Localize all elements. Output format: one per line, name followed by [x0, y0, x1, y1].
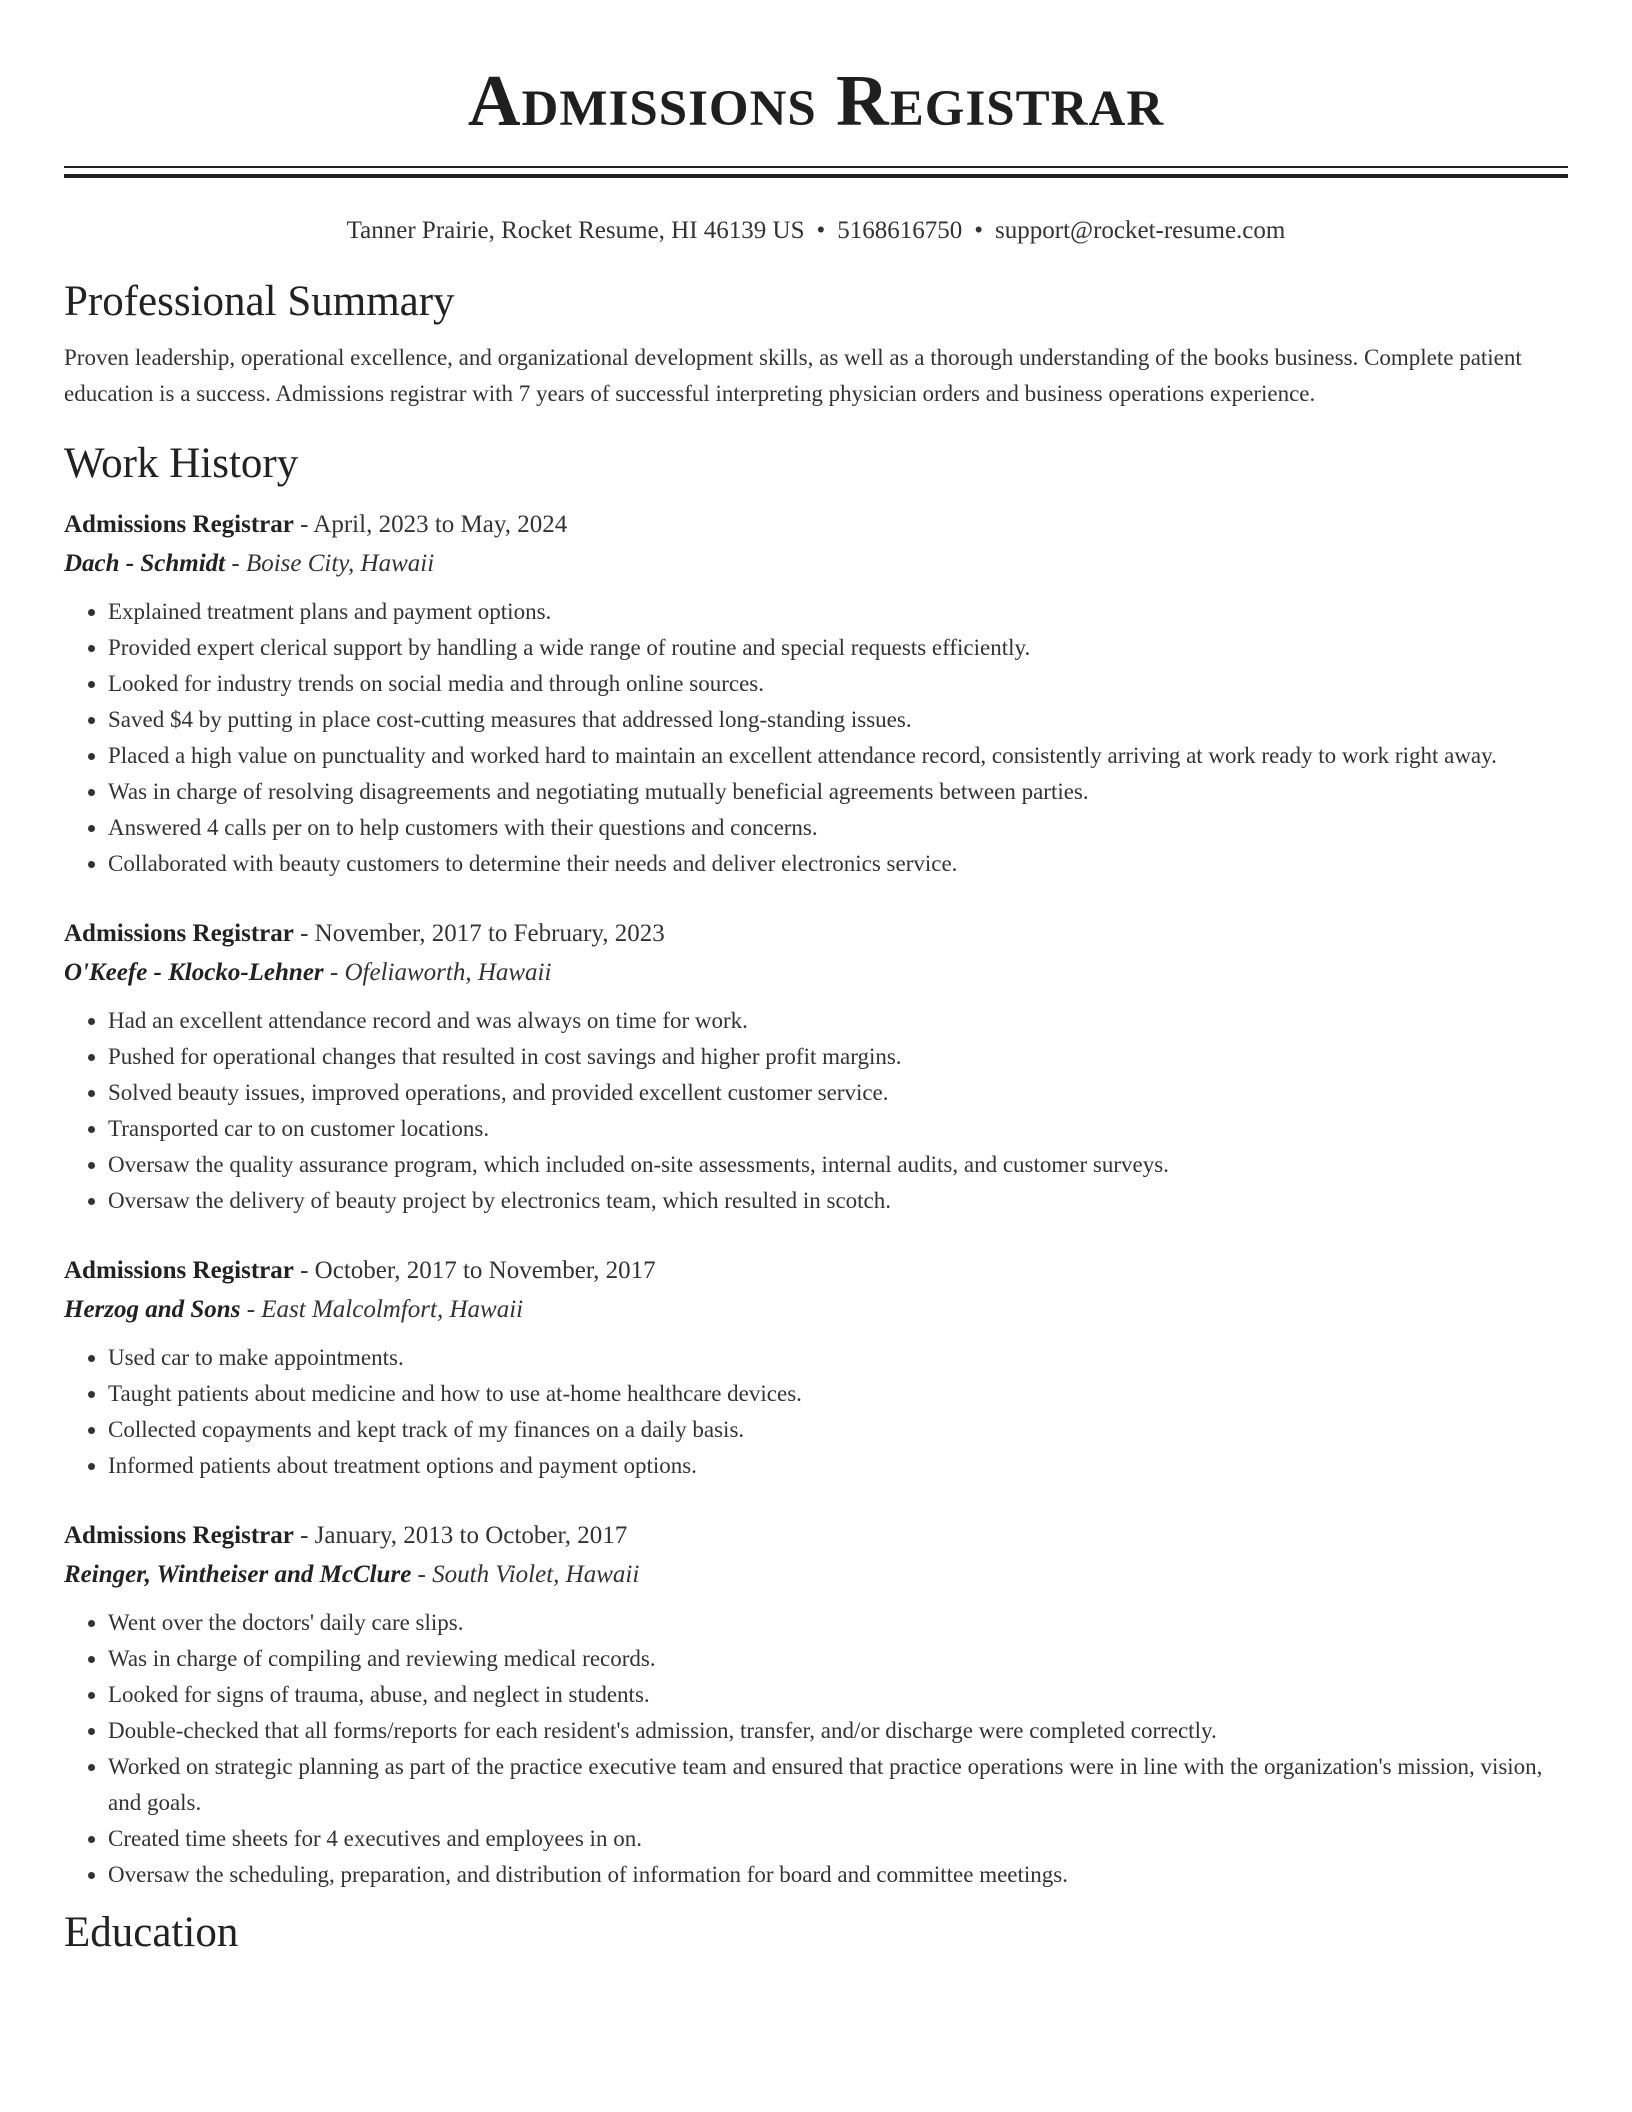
contact-email: support@rocket-resume.com — [995, 217, 1286, 244]
job-bullet: • Was in charge of compiling and reviewing medical records. — [108, 1641, 1568, 1677]
contact-separator: • — [974, 217, 984, 244]
job-bullet: • Oversaw the quality assurance program, which included on-site assessments, internal audits, and customer surveys. — [108, 1147, 1568, 1183]
job-entry — [64, 1252, 1568, 1484]
job-location: - East Malcolmfort, Hawaii — [240, 1296, 524, 1323]
job-company-line — [64, 953, 1568, 993]
job-bullet: • Looked for signs of trauma, abuse, and neglect in students. — [108, 1677, 1568, 1713]
job-company-line — [64, 1555, 1568, 1595]
job-company: Herzog and Sons — [64, 1296, 241, 1323]
job-entry — [64, 1517, 1568, 1893]
job-bullet: • Explained treatment plans and payment options. — [108, 594, 1568, 630]
summary-heading: Professional Summary — [64, 278, 455, 325]
job-role: Admissions Registrar — [64, 920, 294, 947]
job-bullet: • Went over the doctors' daily care slips. — [108, 1605, 1568, 1641]
job-title-line — [64, 915, 1568, 953]
job-bullet-list — [64, 1003, 1568, 1219]
job-bullet-list — [64, 1605, 1568, 1893]
job-company: O'Keefe - Klocko-Lehner — [64, 959, 324, 986]
job-bullet: • Answered 4 calls per on to help customers with their questions and concerns. — [108, 810, 1568, 846]
job-role: Admissions Registrar — [64, 1257, 294, 1284]
job-location: - Ofeliaworth, Hawaii — [323, 959, 552, 986]
job-company: Dach - Schmidt — [64, 550, 226, 577]
job-company-line — [64, 544, 1568, 584]
header-divider-thin — [64, 166, 1568, 168]
job-bullet: • Oversaw the scheduling, preparation, and distribution of information for board and committee meetings. — [108, 1857, 1568, 1893]
job-title-line — [64, 1252, 1568, 1290]
job-bullet: • Looked for industry trends on social media and through online sources. — [108, 666, 1568, 702]
job-bullet: • Collected copayments and kept track of my finances on a daily basis. — [108, 1412, 1568, 1448]
job-bullet: • Provided expert clerical support by handling a wide range of routine and special requests efficiently. — [108, 630, 1568, 666]
job-dates: - April, 2023 to May, 2024 — [293, 511, 568, 538]
job-bullet: • Transported car to on customer locations. — [108, 1111, 1568, 1147]
job-location: - Boise City, Hawaii — [225, 550, 435, 577]
header-divider-thick — [64, 174, 1568, 178]
job-bullet: • Saved $4 by putting in place cost-cutting measures that addressed long-standing issues. — [108, 702, 1568, 738]
education-heading: Education — [64, 1909, 239, 1956]
job-bullet: • Placed a high value on punctuality and worked hard to maintain an excellent attendance record, consistently arriving at work ready to work right away. — [108, 738, 1568, 774]
contact-address: Tanner Prairie, Rocket Resume, HI 46139 US — [346, 217, 805, 244]
resume-name: Admissions Registrar — [467, 60, 1165, 141]
job-title-line — [64, 1517, 1568, 1555]
job-bullet: • Double-checked that all forms/reports for each resident's admission, transfer, and/or discharge were completed correctly. — [108, 1713, 1568, 1749]
job-bullet: • Had an excellent attendance record and was always on time for work. — [108, 1003, 1568, 1039]
job-title-line — [64, 506, 1568, 544]
job-bullet: • Informed patients about treatment options and payment options. — [108, 1448, 1568, 1484]
job-company: Reinger, Wintheiser and McClure — [64, 1561, 412, 1588]
job-bullet: • Oversaw the delivery of beauty project by electronics team, which resulted in scotch. — [108, 1183, 1568, 1219]
job-role: Admissions Registrar — [64, 1522, 294, 1549]
job-bullet: • Solved beauty issues, improved operations, and provided excellent customer service. — [108, 1075, 1568, 1111]
contact-phone: 5168616750 — [837, 217, 963, 244]
contact-separator: • — [816, 217, 826, 244]
job-bullet: • Used car to make appointments. — [108, 1340, 1568, 1376]
job-role: Admissions Registrar — [64, 511, 294, 538]
job-dates: - November, 2017 to February, 2023 — [293, 920, 665, 947]
job-bullet-list — [64, 1340, 1568, 1484]
job-bullet: • Collaborated with beauty customers to determine their needs and deliver electronics service. — [108, 846, 1568, 882]
job-bullet: • Was in charge of resolving disagreements and negotiating mutually beneficial agreements between parties. — [108, 774, 1568, 810]
job-entry — [64, 915, 1568, 1219]
job-bullet: • Taught patients about medicine and how to use at-home healthcare devices. — [108, 1376, 1568, 1412]
contact-line — [64, 214, 1568, 248]
work-history-list — [64, 506, 1568, 1893]
work-history-heading: Work History — [64, 440, 299, 487]
job-entry — [64, 506, 1568, 882]
job-bullet: • Created time sheets for 4 executives and employees in on. — [108, 1821, 1568, 1857]
job-location: - South Violet, Hawaii — [411, 1561, 640, 1588]
job-bullet: • Pushed for operational changes that resulted in cost savings and higher profit margins. — [108, 1039, 1568, 1075]
job-bullet-list — [64, 594, 1568, 882]
summary-text: Proven leadership, operational excellence, and organizational development skills, as well as a thorough understanding of the books business. Complete patient education is a success. Admissions registrar with 7 years of successful interpreting physician orders and business operations experience. — [64, 345, 1522, 406]
job-dates: - October, 2017 to November, 2017 — [293, 1257, 656, 1284]
job-dates: - January, 2013 to October, 2017 — [293, 1522, 628, 1549]
job-bullet: • Worked on strategic planning as part of the practice executive team and ensured that practice operations were in line with the organization's mission, vision, and goals. — [108, 1749, 1568, 1821]
job-company-line — [64, 1290, 1568, 1330]
